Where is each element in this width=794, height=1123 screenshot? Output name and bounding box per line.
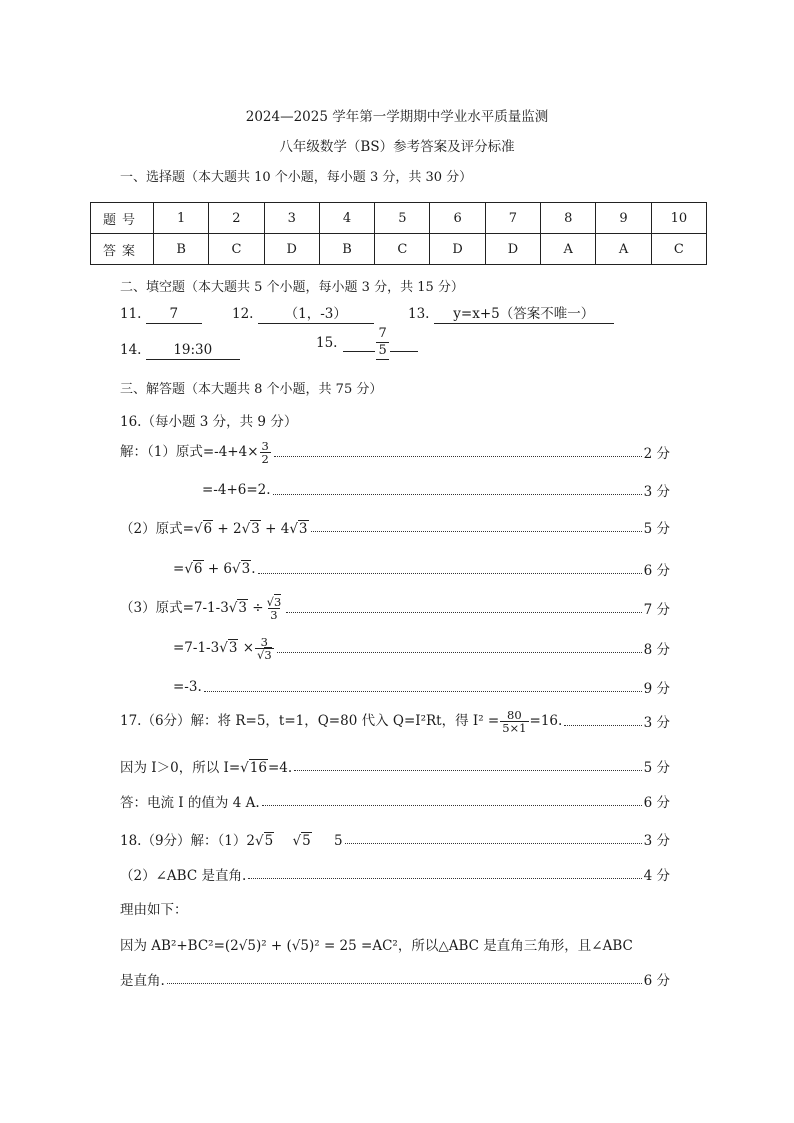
- table-cell: 5: [375, 203, 430, 234]
- sqrt: √16: [240, 760, 267, 776]
- q16-l4-expr: =√6 + 6√3.: [173, 561, 256, 577]
- section-2-heading: 二、填空题（本大题共 5 个小题，每小题 3 分，共 15 分）: [120, 280, 464, 295]
- table-cell: 10: [651, 203, 706, 234]
- fill-q14: [120, 342, 240, 360]
- q12-answer: （1，-3）: [258, 306, 374, 324]
- sqrt: √6: [193, 521, 213, 537]
- q13-label: 13.: [408, 306, 430, 322]
- table-cell: 4: [319, 203, 374, 234]
- fill-q15: [316, 326, 418, 360]
- q17-line-2: [120, 755, 670, 777]
- table-cell: B: [154, 234, 209, 265]
- points: 3 分: [643, 715, 670, 731]
- q11-answer: 7: [146, 306, 202, 324]
- points: 6 分: [643, 563, 670, 579]
- points: 9 分: [643, 681, 670, 697]
- table-head-answer: 答案: [91, 234, 154, 265]
- q16-line-2: [202, 479, 670, 501]
- sqrt: √3: [219, 639, 238, 656]
- title-line-1: 2024—2025 学年第一学期期中学业水平质量监测: [245, 109, 549, 125]
- q18-line-4: 因为 AB²+BC²=(2√5)² + (√5)² = 25 =AC²，所以△ABC 是直角三角形，且∠ABC: [120, 938, 633, 954]
- table-cell: 1: [154, 203, 209, 234]
- table-cell: D: [485, 234, 540, 265]
- dotted-leader: [167, 983, 642, 984]
- points: 8 分: [643, 642, 670, 658]
- table-cell: 2: [209, 203, 264, 234]
- sqrt: √6: [184, 561, 203, 577]
- table-cell: A: [596, 234, 651, 265]
- sqrt: √3: [241, 521, 260, 537]
- fill-q11: [120, 306, 202, 324]
- q16-line-4: [173, 558, 670, 580]
- q17-l2-expr: 因为 I＞0，所以 I=√16=4.: [120, 760, 293, 776]
- table-cell: 3: [264, 203, 319, 234]
- points: 6 分: [643, 795, 670, 811]
- q16-line-3: [120, 516, 670, 538]
- q16-line-1: [120, 438, 670, 466]
- dotted-leader: [273, 494, 642, 495]
- dotted-leader: [294, 770, 641, 771]
- table-row-numbers: [91, 203, 707, 234]
- points: 7 分: [643, 602, 670, 618]
- section-1-heading: 一、选择题（本大题共 10 个小题，每小题 3 分，共 30 分）: [120, 170, 473, 185]
- table-cell: 9: [596, 203, 651, 234]
- q16-l2-expr: =-4+6=2.: [202, 482, 271, 498]
- q16-line-5: [120, 594, 670, 622]
- q14-answer: 19:30: [146, 342, 240, 360]
- q15-numerator: 7: [378, 326, 387, 341]
- dotted-leader: [248, 878, 641, 879]
- dotted-leader: [564, 725, 641, 726]
- q15-fraction: [376, 326, 388, 360]
- q18-l2-expr: （2）∠ABC 是直角.: [120, 868, 247, 884]
- q17-line-3: [120, 790, 670, 812]
- choice-answer-table: [90, 202, 707, 265]
- points: 4 分: [643, 868, 670, 884]
- sqrt: √5: [255, 833, 274, 849]
- sqrt: √3: [289, 521, 308, 537]
- sqrt: √3: [232, 561, 251, 577]
- points: 3 分: [643, 833, 670, 849]
- table-cell: C: [651, 234, 706, 265]
- table-cell: B: [319, 234, 374, 265]
- q15-denominator: 5: [378, 343, 387, 358]
- points: 6 分: [643, 973, 670, 989]
- q16-l7-expr: =-3.: [173, 679, 202, 695]
- sqrt: √3: [228, 599, 247, 616]
- table-cell: A: [541, 234, 596, 265]
- dotted-leader: [274, 456, 642, 457]
- points: 5 分: [643, 760, 670, 776]
- q15-blank-right: [390, 351, 418, 352]
- q15-label: 15.: [316, 335, 338, 351]
- q16-heading: 16.（每小题 3 分，共 9 分）: [120, 414, 298, 430]
- points: 3 分: [643, 484, 670, 500]
- q18-l5-expr: 是直角.: [120, 973, 165, 989]
- q16-line-7: [173, 676, 670, 698]
- q16-l6-expr: =7-1-3√3 × $\frac{3}{√3}$: [173, 634, 272, 662]
- dotted-leader: [262, 805, 642, 806]
- q15-blank-left: [343, 351, 375, 352]
- q18-line-1: [120, 828, 670, 850]
- table-cell: 6: [430, 203, 485, 234]
- table-cell: D: [430, 234, 485, 265]
- table-cell: C: [209, 234, 264, 265]
- fraction: $\frac{3}{√3}$: [257, 634, 272, 662]
- table-row-answers: [91, 234, 707, 265]
- q17-l3-expr: 答：电流 I 的值为 4 A.: [120, 795, 260, 811]
- fraction: $\frac{80}{5\times 1}$: [502, 707, 527, 735]
- section-3-heading: 三、解答题（本大题共 8 个小题，共 75 分）: [120, 382, 383, 397]
- q16-l5-expr: （3）原式=7-1-3√3 ÷ $\frac{√3}{3}$: [120, 594, 282, 622]
- q18-line-5: [120, 968, 670, 990]
- q12-label: 12.: [232, 306, 254, 322]
- dotted-leader: [311, 531, 642, 532]
- q14-label: 14.: [120, 342, 142, 358]
- fill-q12: [232, 306, 374, 324]
- table-cell: 7: [485, 203, 540, 234]
- points: 2 分: [643, 446, 670, 462]
- sqrt: √5: [292, 833, 311, 849]
- table-cell: C: [375, 234, 430, 265]
- q16-line-6: [173, 634, 670, 662]
- q16-l1-expr: 解：（1）原式=-4+4× $\frac{3}{2}$: [120, 438, 269, 466]
- title-line-2: 八年级数学（BS）参考答案及评分标准: [279, 139, 515, 155]
- q18-line-2: [120, 863, 670, 885]
- dotted-leader: [286, 612, 641, 613]
- fraction: $\frac{3}{2}$: [261, 438, 269, 466]
- fill-q13: [408, 306, 614, 324]
- fraction: $\frac{√3}{3}$: [266, 594, 282, 622]
- q18-l1-expr: 18.（9分）解：（1）2√5 √5 5: [120, 833, 343, 849]
- table-head-number: 题号: [91, 203, 154, 234]
- q13-answer: y=x+5（答案不唯一）: [434, 306, 614, 324]
- points: 5 分: [643, 521, 670, 537]
- dotted-leader: [277, 652, 642, 653]
- q18-line-3: 理由如下：: [120, 902, 188, 918]
- table-cell: 8: [541, 203, 596, 234]
- q11-label: 11.: [120, 306, 142, 322]
- q17-l1-expr: 17.（6分）解：将 R=5，t=1，Q=80 代入 Q=I²Rt，得 I² = $\frac{80}{5\times 1}$ =16.: [120, 707, 563, 735]
- q17-line-1: [120, 707, 670, 735]
- dotted-leader: [345, 843, 642, 844]
- dotted-leader: [258, 573, 642, 574]
- q16-l3-expr: （2）原式=√6 + 2√3 + 4√3: [120, 521, 308, 537]
- table-cell: D: [264, 234, 319, 265]
- dotted-leader: [204, 691, 642, 692]
